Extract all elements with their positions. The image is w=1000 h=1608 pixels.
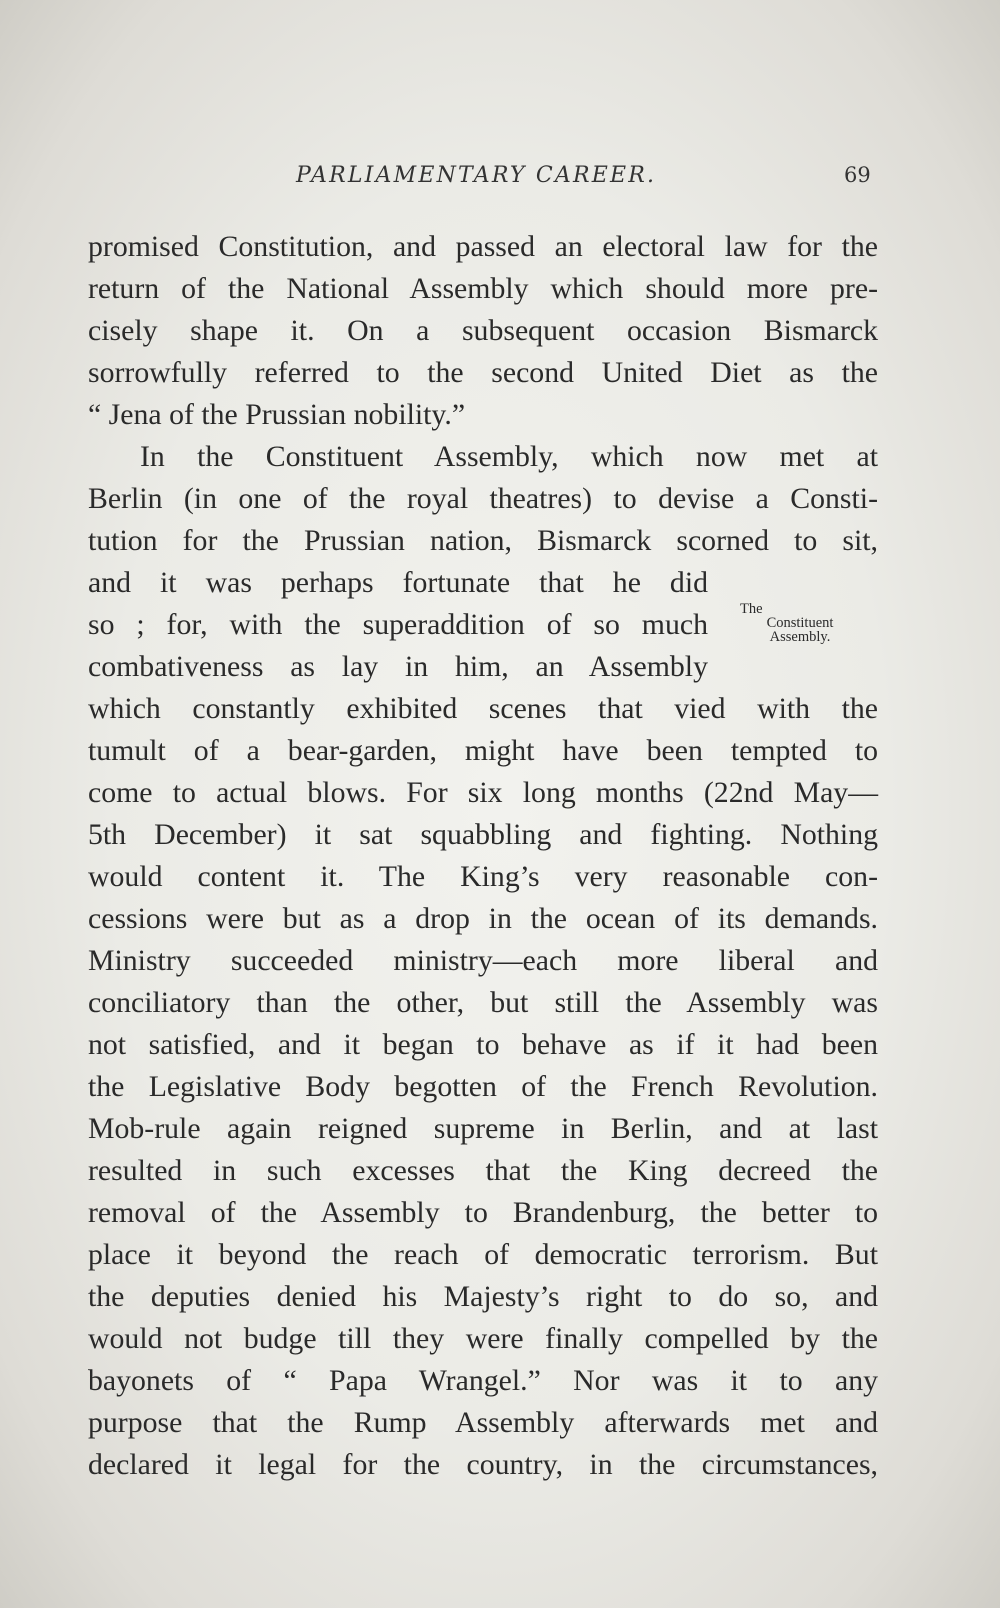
text-line: In the Constituent Assembly, which now met at (140, 440, 878, 473)
text-line: removal of the Assembly to Brandenburg, the better to (88, 1196, 878, 1229)
text-line: 5th December) it sat squabbling and fighting. Nothing (88, 818, 878, 851)
text-line: not satisfied, and it began to behave as if it had been (88, 1028, 878, 1061)
margin-note (730, 602, 870, 644)
text-line: “ Jena of the Prussian nobility.” (88, 398, 466, 431)
text-line: Ministry succeeded ministry—each more liberal and (88, 944, 878, 977)
text-line: cessions were but as a drop in the ocean of its demands. (88, 902, 878, 935)
text-line: tumult of a bear-garden, might have been tempted to (88, 734, 878, 767)
text-line: Mob-rule again reigned supreme in Berlin, and at last (88, 1112, 878, 1145)
text-line: place it beyond the reach of democratic terrorism. But (88, 1238, 878, 1271)
text-line: Berlin (in one of the royal theatres) to devise a Consti- (88, 482, 878, 515)
margin-note-line: The (740, 601, 763, 617)
margin-note-line: Assembly. (769, 629, 831, 645)
page-number: 69 (844, 163, 871, 187)
margin-note-line: Constituent (766, 615, 834, 631)
text-line: purpose that the Rump Assembly afterwards met and (88, 1406, 878, 1439)
text-line: declared it legal for the country, in the circumstances, (88, 1448, 878, 1481)
text-line: return of the National Assembly which should more pre- (88, 272, 878, 305)
text-line: bayonets of “ Papa Wrangel.” Nor was it to any (88, 1364, 878, 1397)
text-line: would content it. The King’s very reasonable con- (88, 860, 878, 893)
text-line: resulted in such excesses that the King decreed the (88, 1154, 878, 1187)
running-head (0, 163, 1000, 195)
text-line: would not budge till they were finally compelled by the (88, 1322, 878, 1355)
text-line: the deputies denied his Majesty’s right to do so, and (88, 1280, 878, 1313)
text-line: conciliatory than the other, but still the Assembly was (88, 986, 878, 1019)
text-line: promised Constitution, and passed an electoral law for the (88, 230, 878, 263)
text-line: the Legislative Body begotten of the French Revolution. (88, 1070, 878, 1103)
text-line: tution for the Prussian nation, Bismarck scorned to sit, (88, 524, 878, 557)
text-line: come to actual blows. For six long months (22nd May— (88, 776, 878, 809)
text-line: and it was perhaps fortunate that he did (88, 566, 708, 599)
text-line: so ; for, with the superaddition of so much (88, 608, 708, 641)
text-line: combativeness as lay in him, an Assembly (88, 650, 708, 683)
running-title: PARLIAMENTARY CAREER. (296, 163, 657, 188)
text-line: which constantly exhibited scenes that vied with the (88, 692, 878, 725)
text-line: sorrowfully referred to the second United Diet as the (88, 356, 878, 389)
text-line: cisely shape it. On a subsequent occasion Bismarck (88, 314, 878, 347)
